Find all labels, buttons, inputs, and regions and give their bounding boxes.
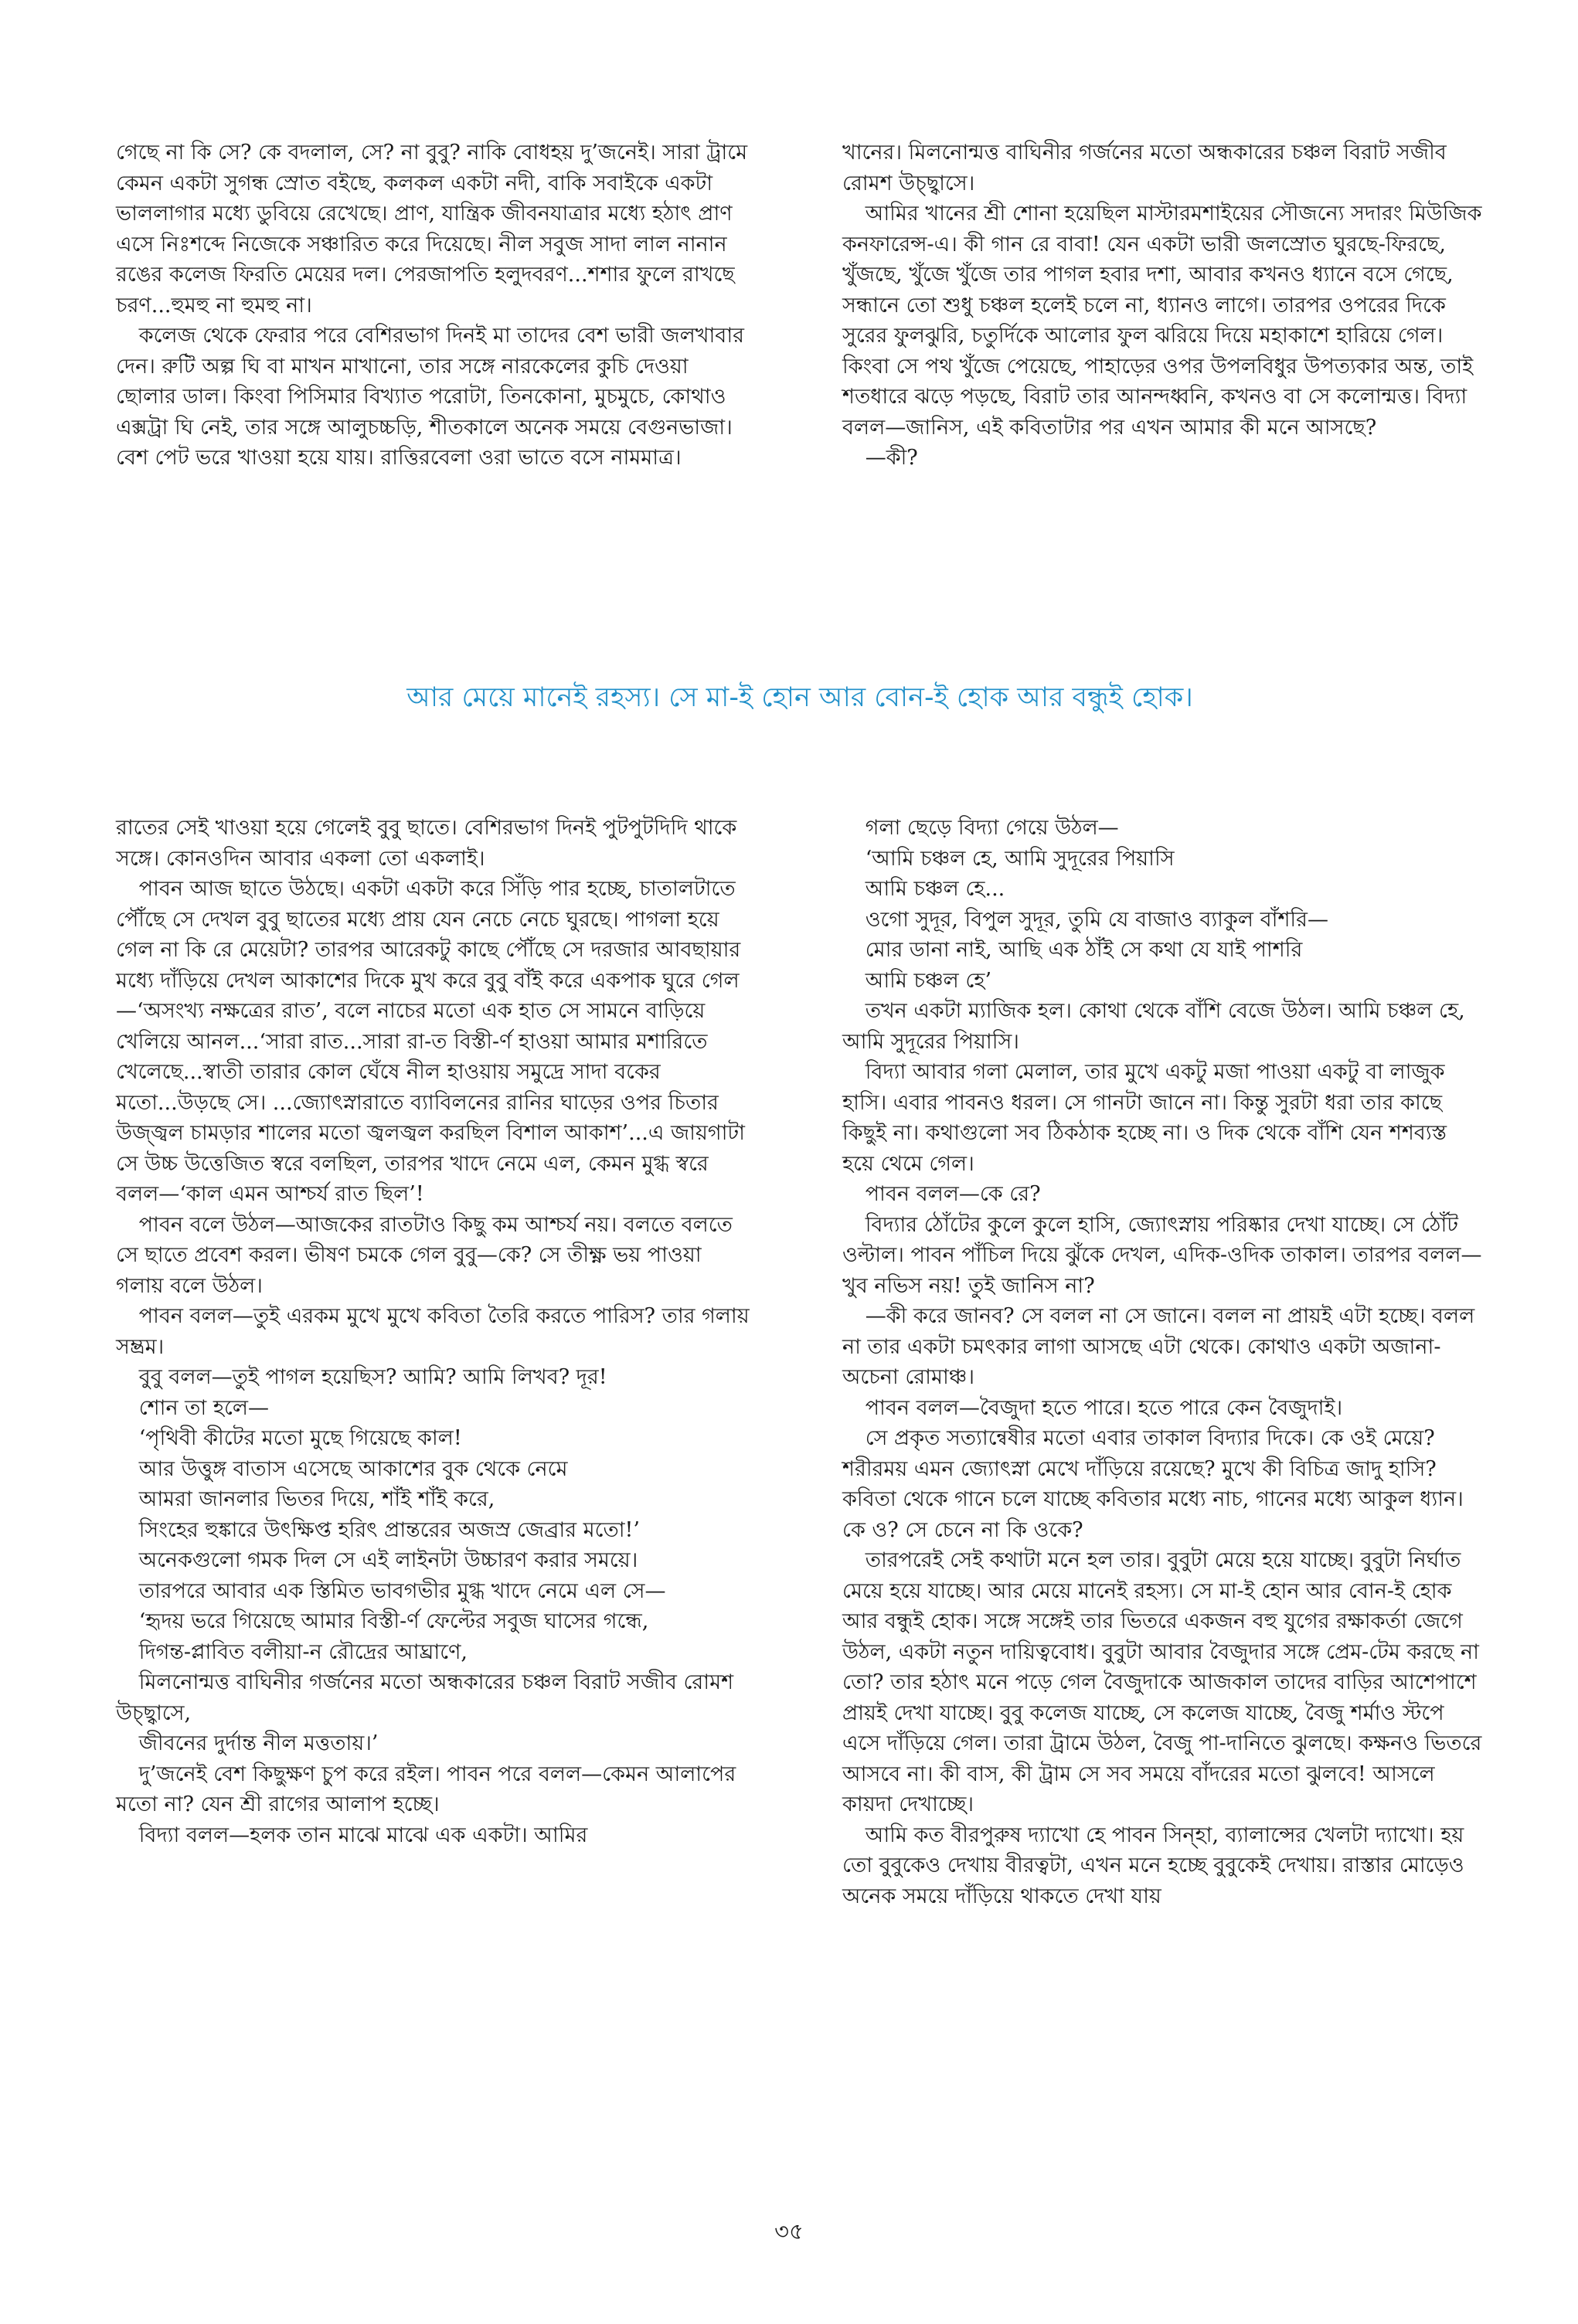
- paragraph: পাবন বলল—তুই এরকম মুখে মুখে কবিতা তৈরি করতে পারিস? তার গলায় সম্ভ্রম।: [116, 1304, 750, 1359]
- column-top-right: [842, 138, 1484, 474]
- paragraph: বুবু বলল—তুই পাগল হয়েছিস? আমি? আমি লিখব? দূর!: [138, 1365, 607, 1389]
- paragraph: আমি চঞ্চল হে...: [865, 877, 1005, 901]
- paragraph: —কী করে জানব? সে বলল না সে জানে। বলল না প্রায়ই এটা হচ্ছে। বলল না তার একটা চমৎকার লাগা আসছে এটা থেকে। কোথাও একটা অজানা-অচেনা রোমাঞ্চ।: [842, 1304, 1475, 1389]
- paragraph: জীবনের দুর্দান্ত নীল মত্ততায়।’: [138, 1731, 379, 1755]
- paragraph: —কী?: [865, 446, 918, 470]
- paragraph: তারপরে আবার এক স্তিমিত ভাবগভীর মুগ্ধ খাদে নেমে এল সে—: [138, 1578, 666, 1603]
- paragraph: রাতের সেই খাওয়া হয়ে গেলেই বুবু ছাতে। বেশিরভাগ দিনই পুটপুটদিদি থাকে সঙ্গে। কোনওদিন আবার একলা তো একলাই।: [116, 816, 737, 871]
- paragraph: খানের। মিলনোন্মত্ত বাঘিনীর গর্জনের মতো অন্ধকারের চঞ্চল বিরাট সজীব রোমশ উচ্ছ্বাসে।: [842, 141, 1447, 195]
- paragraph: গেছে না কি সে? কে বদলাল, সে? না বুবু? নাকি বোধহয় দু’জনেই। সারা ট্রামে কেমন একটা সুগন্ধ স্রোত বইছে, কলকল একটা নদী, বাকি সবাইকে একটা ভাললাগার মধ্যে ডুবিয়ে রেখেছে। প্রাণ, যান্ত্রিক জীবনযাত্রার মধ্যে হঠাৎ প্রাণ এসে নিঃশব্দে নিজেকে সঞ্চারিত করে দিয়েছে। নীল সবুজ সাদা লাল নানান রঙের কলেজ ফিরতি মেয়ের দল। পেরজাপতি হলুদবরণ...শশার ফুলে রাখছে চরণ...হুমহু না হুমহু না।: [116, 141, 748, 318]
- paragraph: বিদ্যার ঠোঁটের কুলে কুলে হাসি, জ্যোৎস্নায় পরিষ্কার দেখা যাচ্ছে। সে ঠোঁট ওল্টাল। পাবন পাঁচিল দিয়ে ঝুঁকে দেখল, এদিক-ওদিক তাকাল। তারপর বলল—খুব নভিস নয়! তুই জানিস না?: [842, 1212, 1482, 1298]
- pull-quote: আর মেয়ে মানেই রহস্য। সে মা-ই হোন আর বোন-ই হোক আর বন্ধুই হোক।: [406, 682, 1193, 713]
- paragraph: আর উত্তুঙ্গ বাতাস এসেছে আকাশের বুক থেকে নেমে: [138, 1456, 568, 1481]
- paragraph: কলেজ থেকে ফেরার পরে বেশিরভাগ দিনই মা তাদের বেশ ভারী জলখাবার দেন। রুটি অল্প ঘি বা মাখন মাখানো, তার সঙ্গে নারকেলের কুচি দেওয়া ছোলার ডাল। কিংবা পিসিমার বিখ্যাত পরোটা, তিনকোনা, মুচমুচে, কোথাও এক্সট্রা ঘি নেই, তার সঙ্গে আলুচচ্চড়ি, শীতকালে অনেক সময়ে বেগুনভাজা। বেশ পেট ভরে খাওয়া হয়ে যায়। রাত্তিরবেলা ওরা ভাতে বসে নামমাত্র।: [116, 324, 745, 470]
- paragraph: তখন একটা ম্যাজিক হল। কোথা থেকে বাঁশি বেজে উঠল। আমি চঞ্চল হে, আমি সুদূরের পিয়াসি।: [842, 999, 1465, 1054]
- paragraph: বিদ্যা বলল—হলক তান মাঝে মাঝে এক একটা। আমির: [138, 1823, 588, 1847]
- paragraph: বিদ্যা আবার গলা মেলাল, তার মুখে একটু মজা পাওয়া একটু বা লাজুক হাসি। এবার পাবনও ধরল। সে গানটা জানে না। কিন্তু সুরটা ধরা তার কাছে কিছুই না। কথাগুলো সব ঠিকঠাক হচ্ছে না। ও দিক থেকে বাঁশি যেন শশব্যস্ত হয়ে থেমে গেল।: [842, 1060, 1447, 1176]
- paragraph: আমির খানের শ্রী শোনা হয়েছিল মাস্টারমশাইয়ের সৌজন্যে সদারং মিউজিক কনফারেন্স-এ। কী গান রে বাবা! যেন একটা ভারী জলস্রোত ঘুরছে-ফিরছে, খুঁজছে, খুঁজে খুঁজে তার পাগল হবার দশা, আবার কখনও ধ্যানে বসে গেছে, সন্ধানে তো শুধু চঞ্চল হলেই চলে না, ধ্যানও লাগে। তারপর ওপরের দিকে সুরের ফুলঝুরি, চতুর্দিকে আলোর ফুল ঝরিয়ে দিয়ে মহাকাশে হারিয়ে গেল। কিংবা সে পথ খুঁজে পেয়েছে, পাহাড়ের ওপর উপলবিধুর উপত্যকার অন্ত, তাই শতধারে ঝড়ে পড়ছে, বিরাট তার আনন্দধ্বনি, কখনও বা সে কলোন্মত্ত। বিদ্যা বলল—জানিস, এই কবিতাটার পর এখন আমার কী মনে আসছে?: [842, 202, 1482, 440]
- paragraph: মোর ডানা নাই, আছি এক ঠাঁই সে কথা যে যাই পাশরি: [865, 938, 1303, 962]
- paragraph: ‘হৃদয় ভরে গিয়েছে আমার বিস্তী-র্ণ ফেল্টের সবুজ ঘাসের গন্ধে,: [138, 1609, 649, 1633]
- paragraph: আমি চঞ্চল হে’: [865, 968, 992, 993]
- paragraph: গলা ছেড়ে বিদ্যা গেয়ে উঠল—: [865, 816, 1119, 840]
- page-number: ৩৫: [774, 2218, 804, 2244]
- paragraph: সিংহের হুঙ্কারে উৎক্ষিপ্ত হরিৎ প্রান্তরের অজস্র জেব্রার মতো!’: [138, 1517, 640, 1542]
- paragraph: পাবন বলল—বৈজুদা হতে পারে। হতে পারে কেন বৈজুদাই।: [865, 1395, 1343, 1420]
- paragraph: পাবন বলে উঠল—আজকের রাতটাও কিছু কম আশ্চর্য নয়। বলতে বলতে সে ছাতে প্রবেশ করল। ভীষণ চমকে গেল বুবু—কে? সে তীক্ষ্ণ ভয় পাওয়া গলায় বলে উঠল।: [116, 1212, 733, 1298]
- paragraph: ‘আমি চঞ্চল হে, আমি সুদূরের পিয়াসি: [865, 846, 1175, 871]
- paragraph: দু’জনেই বেশ কিছুক্ষণ চুপ করে রইল। পাবন পরে বলল—কেমন আলাপের মতো না? যেন শ্রী রাগের আলাপ হচ্ছে।: [116, 1762, 736, 1816]
- column-bottom-right: [842, 813, 1484, 1911]
- column-bottom-left: [116, 813, 750, 1850]
- paragraph: সে প্রকৃত সত্যান্বেষীর মতো এবার তাকাল বিদ্যার দিকে। কে ওই মেয়ে? শরীরময় এমন জ্যোৎস্না মেখে দাঁড়িয়ে রয়েছে? মুখে কী বিচিত্র জাদু হাসি? কবিতা থেকে গানে চলে যাচ্ছে কবিতার মধ্যে নাচ, গানের মধ্যে আকুল ধ্যান। কে ও? সে চেনে না কি ওকে?: [842, 1426, 1464, 1542]
- paragraph: শোন তা হলে—: [138, 1395, 269, 1420]
- paragraph: আমরা জানলার ভিতর দিয়ে, শাঁই শাঁই করে,: [138, 1487, 495, 1511]
- paragraph: মিলনোন্মত্ত বাঘিনীর গর্জনের মতো অন্ধকারের চঞ্চল বিরাট সজীব রোমশ উচ্ছ্বাসে,: [116, 1670, 734, 1725]
- column-top-left: [116, 138, 750, 474]
- paragraph: পাবন বলল—কে রে?: [865, 1182, 1041, 1206]
- paragraph: অনেকগুলো গমক দিল সে এই লাইনটা উচ্চারণ করার সময়ে।: [138, 1548, 638, 1572]
- paragraph: তারপরেই সেই কথাটা মনে হল তার। বুবুটা মেয়ে হয়ে যাচ্ছে। বুবুটা নির্ঘাত মেয়ে হয়ে যাচ্ছে। আর মেয়ে মানেই রহস্য। সে মা-ই হোন আর বোন-ই হোক আর বন্ধুই হোক। সঙ্গে সঙ্গেই তার ভিতরে একজন বহু যুগের রক্ষাকর্তা জেগে উঠল, একটা নতুন দায়িত্ববোধ। বুবুটা আবার বৈজুদার সঙ্গে প্রেম-টেম করছে না তো? তার হঠাৎ মনে পড়ে গেল বৈজুদাকে আজকাল তাদের বাড়ির আশেপাশে প্রায়ই দেখা যাচ্ছে। বুবু কলেজ যাচ্ছে, সে কলেজ যাচ্ছে, বৈজু শর্মাও স্টপে এসে দাঁড়িয়ে গেল। তারা ট্রামে উঠল, বৈজু পা-দানিতে ঝুলছে। কক্ষনও ভিতরে আসবে না। কী বাস, কী ট্রাম সে সব সময়ে বাঁদরের মতো ঝুলবে! আসলে কায়দা দেখাচ্ছে।: [842, 1548, 1482, 1816]
- paragraph: পাবন আজ ছাতে উঠছে। একটা একটা করে সিঁড়ি পার হচ্ছে, চাতালটাতে পৌঁছে সে দেখল বুবু ছাতের মধ্যে প্রায় যেন নেচে নেচে ঘুরছে। পাগলা হয়ে গেল না কি রে মেয়েটা? তারপর আরেকটু কাছে পৌঁছে সে দরজার আবছায়ার মধ্যে দাঁড়িয়ে দেখল আকাশের দিকে মুখ করে বুবু বাঁই করে একপাক ঘুরে গেল—‘অসংখ্য নক্ষত্রের রাত’, বলে নাচের মতো এক হাত সে সামনে বাড়িয়ে খেলিয়ে আনল...‘সারা রাত...সারা রা-ত বিস্তী-র্ণ হাওয়া আমার মশারিতে খেলেছে...স্বাতী তারার কোল ঘেঁষে নীল হাওয়ায় সমুদ্রে সাদা বকের মতো...উড়ছে সে। ...জ্যোৎস্নারাতে ব্যাবিলনের রানির ঘাড়ের ওপর চিতার উজ্জ্বল চামড়ার শালের মতো জ্বলজ্বল করছিল বিশাল আকাশ’...এ জায়গাটা সে উচ্চ উত্তেজিত স্বরে বলছিল, তারপর খাদে নেমে এল, কেমন মুগ্ধ স্বরে বলল—‘কাল এমন আশ্চর্য রাত ছিল’!: [116, 877, 745, 1206]
- paragraph: দিগন্ত-প্লাবিত বলীয়া-ন রৌদ্রের আঘ্রাণে,: [138, 1639, 468, 1664]
- paragraph: ‘পৃথিবী কীটের মতো মুছে গিয়েছে কাল!: [138, 1426, 462, 1450]
- paragraph: আমি কত বীরপুরুষ দ্যাখো হে পাবন সিন্হা, ব্যালান্সের খেলটা দ্যাখো। হয় তো বুবুকেও দেখায় বীরত্বটা, এখন মনে হচ্ছে বুবুকেই দেখায়। রাস্তার মোড়েও অনেক সময়ে দাঁড়িয়ে থাকতে দেখা যায়: [842, 1823, 1464, 1908]
- paragraph: ওগো সুদূর, বিপুল সুদূর, তুমি যে বাজাও ব্যাকুল বাঁশরি—: [865, 907, 1329, 932]
